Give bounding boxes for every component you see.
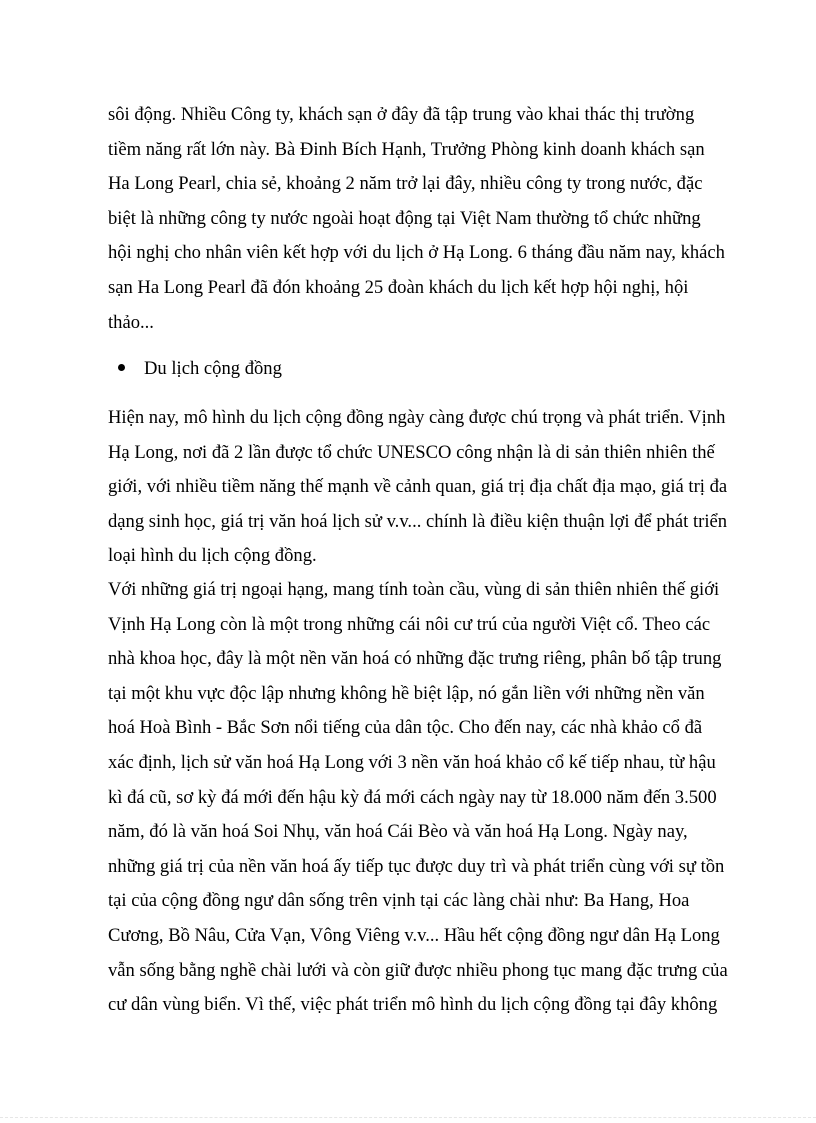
- text-line: xác định, lịch sử văn hoá Hạ Long với 3 nền văn hoá khảo cổ kế tiếp nhau, từ hậu: [108, 751, 716, 773]
- text-line: dạng sinh học, giá trị văn hoá lịch sử v.v... chính là điều kiện thuận lợi để phát triển: [108, 510, 728, 532]
- text-line: tại của cộng đồng ngư dân sống trên vịnh tại các làng chài như: Ba Hang, Hoa: [108, 890, 690, 912]
- text-line: cư dân vùng biển. Vì thế, việc phát triển mô hình du lịch cộng đồng tại đây không: [108, 994, 718, 1016]
- paragraph-ha-long-culture: [108, 573, 728, 1023]
- text-line: sôi động. Nhiều Công ty, khách sạn ở đây đã tập trung vào khai thác thị trường: [108, 104, 695, 125]
- text-line: Cương, Bồ Nâu, Cửa Vạn, Vông Viêng v.v... Hầu hết cộng đồng ngư dân Hạ Long: [108, 924, 720, 946]
- text-line: Hạ Long, nơi đã 2 lần được tổ chức UNESCO công nhận là di sản thiên nhiên thế: [108, 441, 715, 463]
- page-bottom-divider: [0, 1117, 816, 1118]
- text-line: giới, với nhiều tiềm năng thế mạnh về cảnh quan, giá trị địa chất địa mạo, giá trị đa: [108, 476, 728, 498]
- bullet-heading: Du lịch cộng đồng: [144, 358, 282, 379]
- text-line: tiềm năng rất lớn này. Bà Đinh Bích Hạnh, Trưởng Phòng kinh doanh khách sạn: [108, 138, 705, 160]
- paragraph-community-tourism-intro: [108, 401, 728, 574]
- text-line: vẫn sống bằng nghề chài lưới và còn giữ được nhiều phong tục mang đặc trưng của: [108, 959, 728, 981]
- text-line: những giá trị của nền văn hoá ấy tiếp tục được duy trì và phát triển cùng với sự tồn: [108, 855, 725, 877]
- text-line: loại hình du lịch cộng đồng.: [108, 545, 317, 567]
- text-line: năm, đó là văn hoá Soi Nhụ, văn hoá Cái Bèo và văn hoá Hạ Long. Ngày nay,: [108, 821, 688, 843]
- text-line: hội nghị cho nhân viên kết hợp với du lịch ở Hạ Long. 6 tháng đầu năm nay, khách: [108, 242, 725, 264]
- text-line: Hiện nay, mô hình du lịch cộng đồng ngày càng được chú trọng và phát triển. Vịnh: [108, 407, 726, 428]
- text-line: thảo...: [108, 311, 154, 333]
- text-line: hoá Hoà Bình - Bắc Sơn nổi tiếng của dân tộc. Cho đến nay, các nhà khảo cổ đã: [108, 717, 703, 739]
- text-line: Vịnh Hạ Long còn là một trong những cái nôi cư trú của người Việt cổ. Theo các: [108, 613, 711, 635]
- text-line: Ha Long Pearl, chia sẻ, khoảng 2 năm trở lại đây, nhiều công ty trong nước, đặc: [108, 173, 703, 195]
- bullet-item-community-tourism: [118, 352, 734, 387]
- text-line: tại một khu vực độc lập nhưng không hề biệt lập, nó gắn liền với những nền văn: [108, 682, 705, 704]
- text-line: kì đá cũ, sơ kỳ đá mới đến hậu kỳ đá mới cách ngày nay từ 18.000 năm đến 3.500: [108, 786, 717, 808]
- text-line: Với những giá trị ngoại hạng, mang tính toàn cầu, vùng di sản thiên nhiên thế giới: [108, 579, 720, 600]
- text-line: nhà khoa học, đây là một nền văn hoá có những đặc trưng riêng, phân bố tập trung: [108, 648, 722, 670]
- text-line: biệt là những công ty nước ngoài hoạt động tại Việt Nam thường tổ chức những: [108, 207, 701, 229]
- text-line: sạn Ha Long Pearl đã đón khoảng 25 đoàn khách du lịch kết hợp hội nghị, hội: [108, 276, 689, 298]
- bullet-icon: [118, 364, 125, 371]
- paragraph-hotel-conferences: [108, 98, 724, 340]
